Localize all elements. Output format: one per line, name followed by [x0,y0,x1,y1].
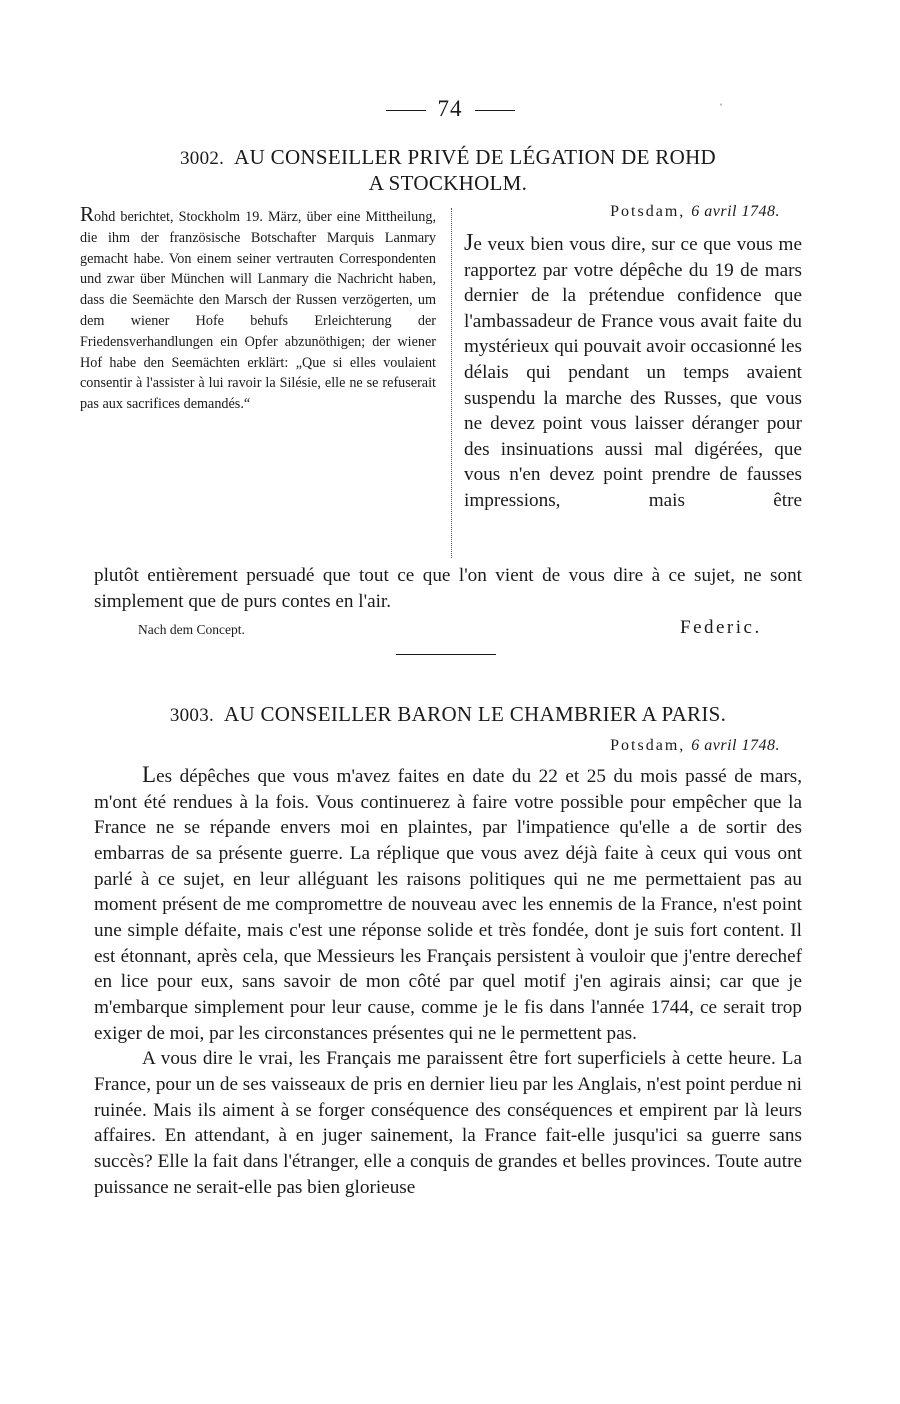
letter-3003-date-place: Potsdam, [610,737,686,754]
letter-3003-paragraph-1 [94,762,802,1046]
letter-3003-heading [116,702,780,728]
page-number-dash-right [475,110,515,111]
letter-3002-summary [80,204,436,415]
page-number-dash-left [386,110,426,111]
letter-3002-title: AU CONSEILLER PRIVÉ DE LÉGATION DE ROHD [234,145,717,169]
letter-3003-date-day: 6 avril 1748. [691,737,780,754]
summary-initial: R [80,202,95,226]
page-number-text: 74 [437,96,463,121]
letter-3002-source: Nach dem Concept. [138,622,245,637]
column-divider [451,208,452,558]
letter-3002-initial: J [464,230,474,256]
letter-3002-continued: plutôt entièrement persuadé que tout ce que l'on vient de vous dire à ce sujet, ne sont simplement que de purs contes en l'air. [94,565,802,612]
print-speck: ˌ [719,92,723,106]
letter-3002-text: e veux bien vous dire, sur ce que vous me rapportez par votre dépêche du 19 de mars dernier de la prétendue confidence que l'ambassadeur de France vous avait faite du mystérieux qui pouvait avoir occasionné les délais qui pendant un temps avaient suspendu la marche des Russes, que vous ne devez point vous laisser déranger pour des insinuations aussi mal digérées, que vous n'en devez point prendre de fausses impressions, mais être [464,234,802,511]
summary-text: ohd berichtet, Stockholm 19. März, über eine Mittheilung, die ihm der französische Botschafter Marquis Lanmary gemacht habe. Von einem seiner vertrauten Correspondenten und zwar über München will Lanmary die Nachricht haben, dass die Seemächte den Marsch der Russen verzögerten, um dem wiener Hofe behufs Erleichterung der Friedensverhandlungen ein Opfer abzunöthigen; der wiener Hof habe den Seemächten erklärt: „Que si elles voulaient consentir à l'assister à lui ravoir la Silésie, elle ne se refuserait pas aux sacrifices demandés.“ [80,209,436,413]
letter-3003-dateline [610,737,780,755]
letter-3002-date-place: Potsdam, [610,203,686,220]
letter-3002-date-day: 6 avril 1748. [691,203,780,220]
letter-3003-number: 3003. [169,705,215,726]
page-number [0,96,900,122]
letter-3002-text-column [464,231,802,514]
letter-3003-title: AU CONSEILLER BARON LE CHAMBRIER A PARIS. [224,702,727,726]
letter-3002-signature: Federic. [680,617,762,638]
letter-3003-paragraph-2: A vous dire le vrai, les Français me paraissent être fort superficiels à cette heure. La France, pour un de ses vaisseaux de pris en dernier lieu par les Anglais, n'est point perdue ni ruinée. Mais ils aiment à se forger conséquence des conséquences et empirent par là leurs affaires. En attendant, à en juger sainement, la France fait-elle jusqu'ici sa guerre sans succès? Elle la fait dans l'étranger, elle a conquis de grandes et belles provinces. Toute autre puissance ne serait-elle pas bien glorieuse [94,1048,802,1198]
letter-3002-heading [116,145,780,196]
letter-3002-heading-line1 [116,145,780,171]
letter-3003-initial: L [142,762,157,787]
letter-3002-number: 3002. [179,148,225,169]
letter-3003-body [94,762,802,1200]
letter-3003-paragraph-1-text: es dépêches que vous m'avez faites en date du 22 et 25 du mois passé de mars, m'ont été rendues à la fois. Vous continuerez à faire votre possible pour empêcher que la France ne se répande envers moi en plaintes, par l'impatience qu'elle a de sortir des embarras de sa présente guerre. La réplique que vous avez déjà faite à ceux qui vous ont parlé à ce sujet, en leur alléguant les raisons politiques qui ne me permettaient pas au moment présent de me compromettre de nouveau avec les ennemis de la France, n'est point une simple défaite, mais c'est une réponse solide et très fondée, dont je suis fort content. Il est étonnant, après cela, que Messieurs les Français persistent à vouloir que j'entre derechef en lice pour eux, sans savoir de mon côté par quel motif j'en agirais ainsi; car que je m'embarque simplement pour leur cause, comme je le fis dans l'année 1744, ce serait trop exiger de moi, par les circonstances présentes qui ne le permettent pas. [94,766,802,1044]
letter-3002-heading-line2: A STOCKHOLM. [368,171,528,195]
letter-3003-heading-line [116,702,780,728]
letter-3002-dateline [610,203,780,221]
section-rule [396,654,496,655]
